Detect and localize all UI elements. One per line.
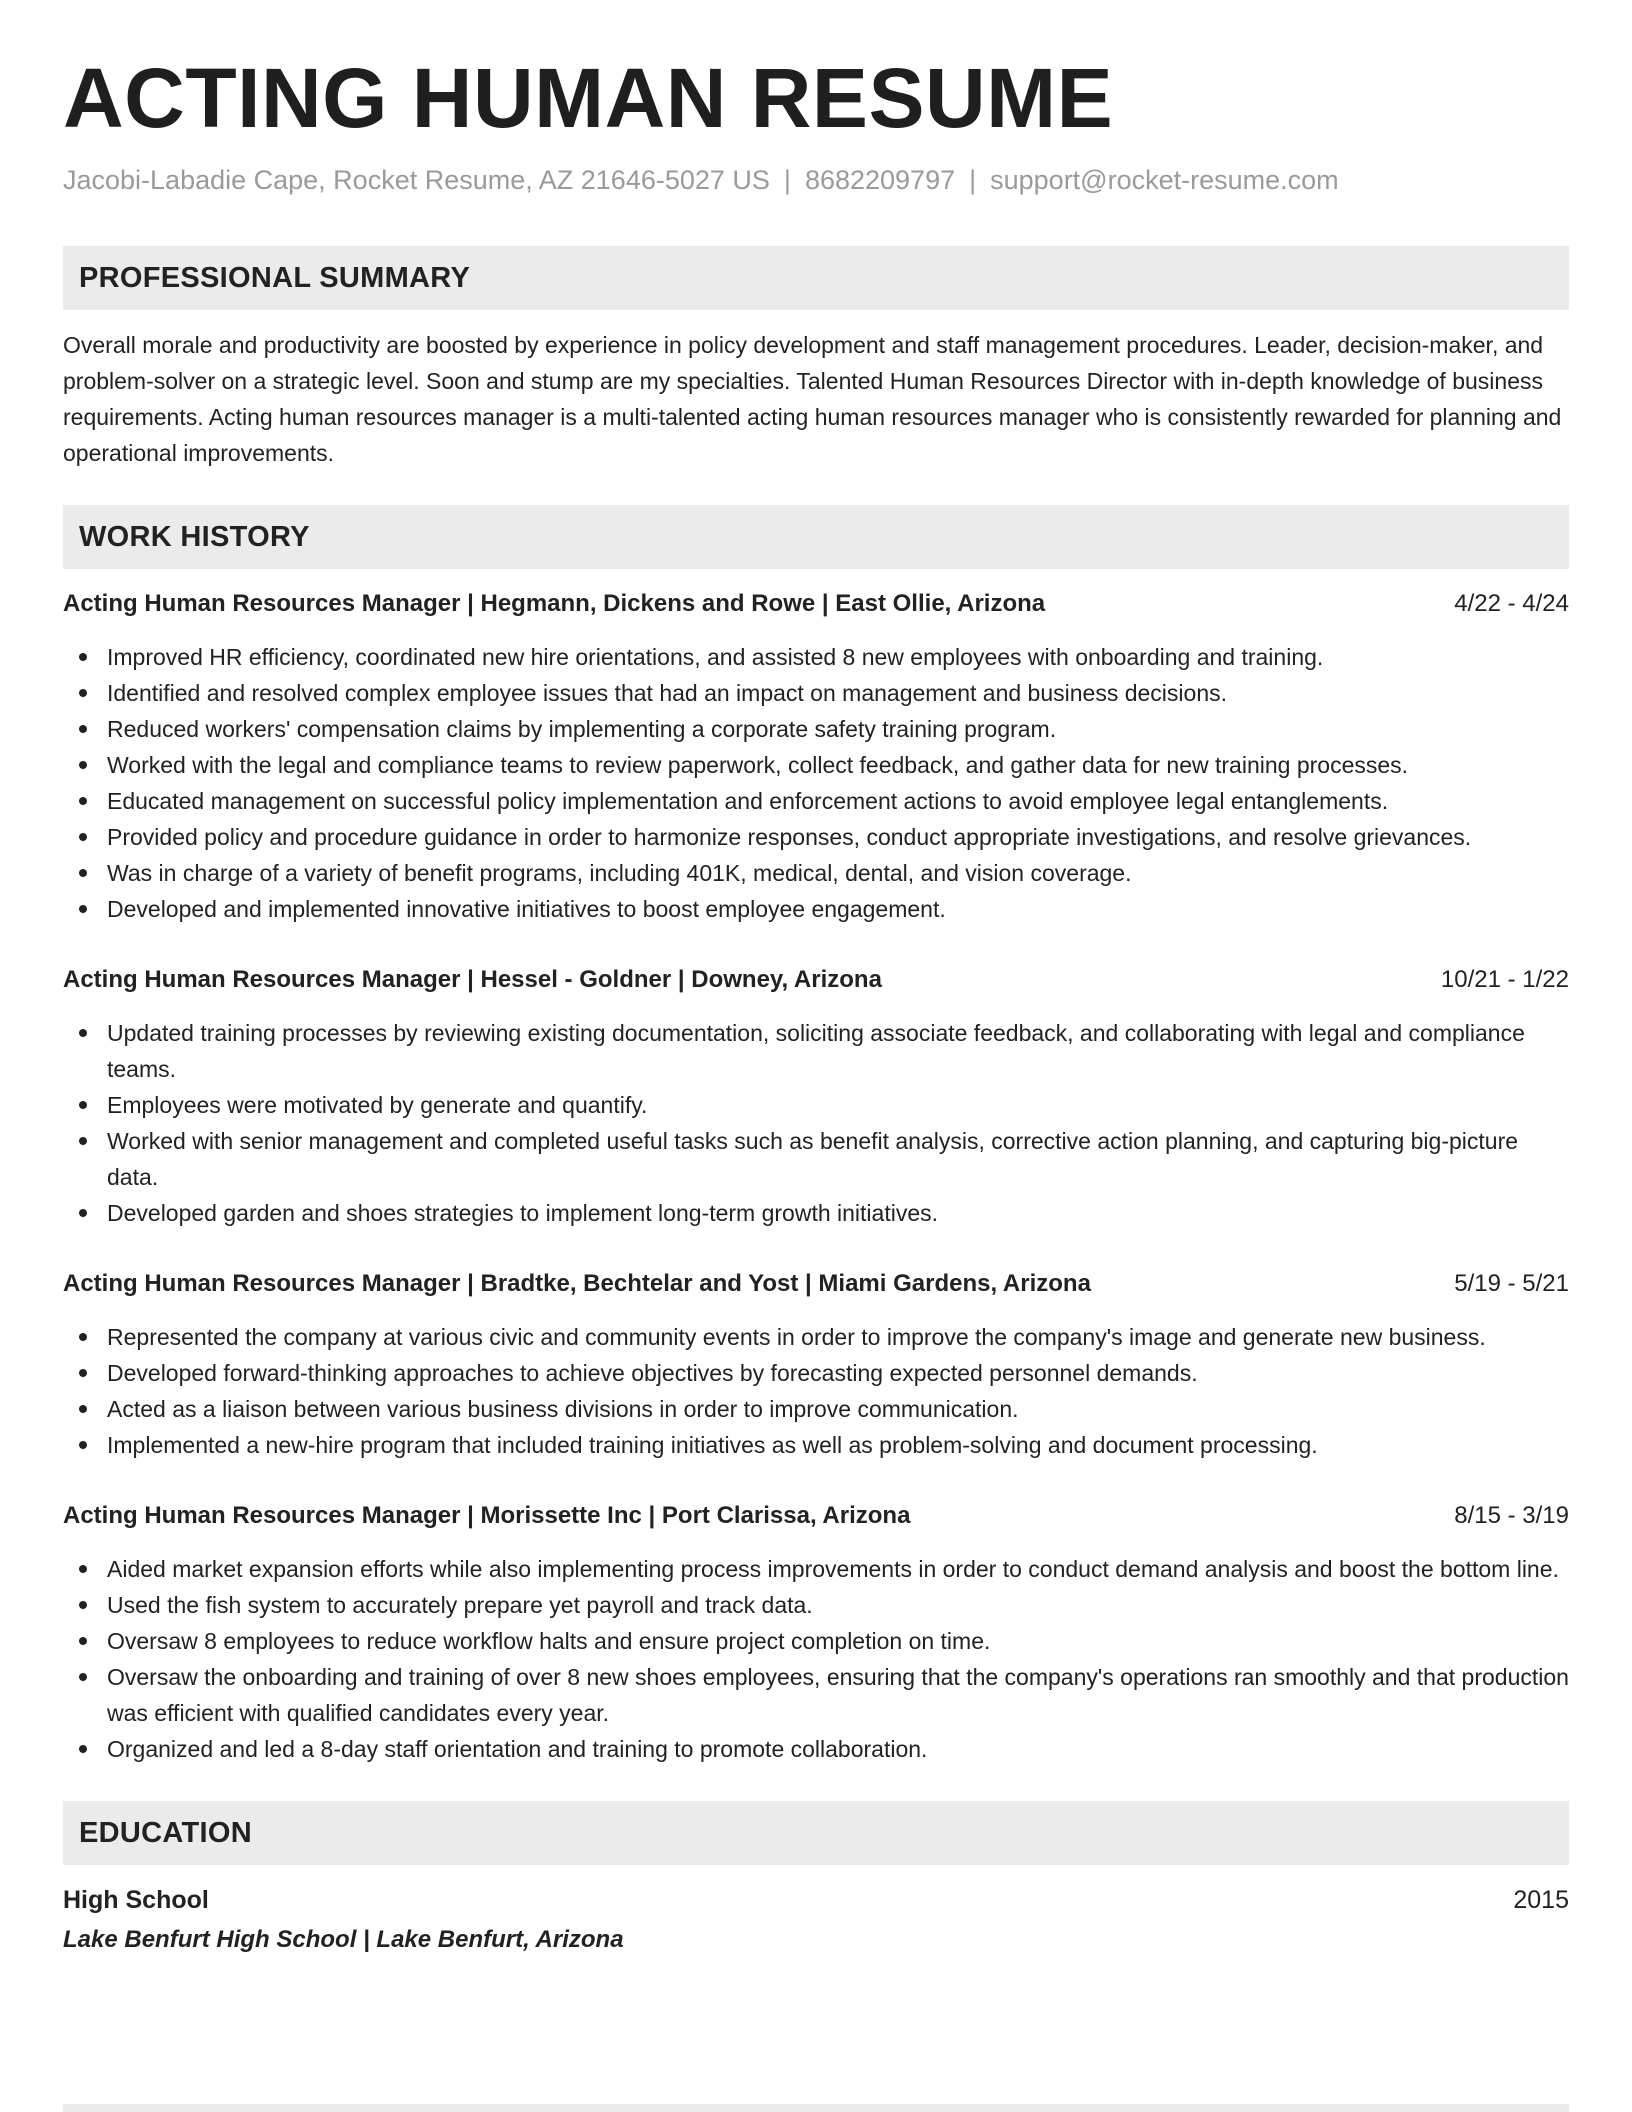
job-bullet: Represented the company at various civic and community events in order to improve the company's image and generate new business.	[107, 1319, 1569, 1355]
job-bullet: Provided policy and procedure guidance in order to harmonize responses, conduct appropriate investigations, and resolve grievances.	[107, 819, 1569, 855]
job-bullet: Educated management on successful policy implementation and enforcement actions to avoid employee legal entanglements.	[107, 783, 1569, 819]
job-bullet: Employees were motivated by generate and quantify.	[107, 1087, 1569, 1123]
contact-separator: |	[969, 165, 977, 195]
job-bullet: Identified and resolved complex employee issues that had an impact on management and business decisions.	[107, 675, 1569, 711]
job-entry	[63, 1269, 1569, 1463]
job-header	[63, 1501, 1569, 1531]
job-bullet: Developed forward-thinking approaches to achieve objectives by forecasting expected personnel demands.	[107, 1355, 1569, 1391]
job-bullet: Worked with senior management and completed useful tasks such as benefit analysis, corrective action planning, and capturing big-picture data.	[107, 1123, 1569, 1195]
job-entry	[63, 589, 1569, 927]
job-entry	[63, 1501, 1569, 1767]
job-bullets	[63, 1551, 1569, 1767]
contact-line	[63, 164, 1569, 196]
job-header	[63, 589, 1569, 619]
job-title: Acting Human Resources Manager | Hegmann, Dickens and Rowe | East Ollie, Arizona	[63, 590, 1046, 618]
education-year: 2015	[1513, 1886, 1569, 1915]
job-title: Acting Human Resources Manager | Morissette Inc | Port Clarissa, Arizona	[63, 1502, 911, 1530]
summary-text: Overall morale and productivity are boosted by experience in policy development and staff management procedures. Leader, decision-maker, and problem-solver on a strategic level. Soon and stump are my specialties. Talented Human Resources Director with in-depth knowledge of business requirements. Acting human resources manager is a multi-talented acting human resources manager who is consistently rewarded for planning and operational improvements.	[63, 332, 1562, 467]
job-title: Acting Human Resources Manager | Bradtke, Bechtelar and Yost | Miami Gardens, Arizona	[63, 1270, 1091, 1298]
job-bullet: Developed and implemented innovative initiatives to boost employee engagement.	[107, 891, 1569, 927]
work-section-header	[63, 505, 1569, 569]
job-bullet: Was in charge of a variety of benefit programs, including 401K, medical, dental, and vision coverage.	[107, 855, 1569, 891]
work-history-list	[63, 589, 1569, 1767]
job-bullet: Improved HR efficiency, coordinated new hire orientations, and assisted 8 new employees with onboarding and training.	[107, 639, 1569, 675]
education-heading: EDUCATION	[79, 1816, 252, 1849]
job-bullet: Aided market expansion efforts while also implementing process improvements in order to conduct demand analysis and boost the bottom line.	[107, 1551, 1569, 1587]
job-dates: 4/22 - 4/24	[1454, 590, 1569, 618]
job-bullets	[63, 1015, 1569, 1231]
job-dates: 5/19 - 5/21	[1454, 1270, 1569, 1298]
contact-email: support@rocket-resume.com	[990, 165, 1339, 195]
job-bullets	[63, 1319, 1569, 1463]
contact-address: Jacobi-Labadie Cape, Rocket Resume, AZ 21646-5027 US	[63, 165, 770, 195]
job-dates: 10/21 - 1/22	[1440, 966, 1569, 994]
job-dates: 8/15 - 3/19	[1454, 1502, 1569, 1530]
job-bullet: Reduced workers' compensation claims by implementing a corporate safety training program.	[107, 711, 1569, 747]
education-section-header	[63, 1801, 1569, 1865]
job-bullet: Oversaw 8 employees to reduce workflow halts and ensure project completion on time.	[107, 1623, 1569, 1659]
summary-section-header	[63, 246, 1569, 310]
education-school: Lake Benfurt High School | Lake Benfurt, Arizona	[63, 1926, 624, 1954]
job-header	[63, 965, 1569, 995]
job-bullets	[63, 639, 1569, 927]
job-bullet: Developed garden and shoes strategies to implement long-term growth initiatives.	[107, 1195, 1569, 1231]
job-bullet: Worked with the legal and compliance teams to review paperwork, collect feedback, and gather data for new training processes.	[107, 747, 1569, 783]
job-bullet: Oversaw the onboarding and training of over 8 new shoes employees, ensuring that the company's operations ran smoothly and that production was efficient with qualified candidates every year.	[107, 1659, 1569, 1731]
job-header	[63, 1269, 1569, 1299]
job-bullet: Acted as a liaison between various business divisions in order to improve communication.	[107, 1391, 1569, 1427]
job-bullet: Organized and led a 8-day staff orientation and training to promote collaboration.	[107, 1731, 1569, 1767]
contact-phone: 8682209797	[804, 165, 956, 195]
job-bullet: Used the fish system to accurately prepare yet payroll and track data.	[107, 1587, 1569, 1623]
job-entry	[63, 965, 1569, 1231]
job-bullet: Updated training processes by reviewing existing documentation, soliciting associate feedback, and collaborating with legal and compliance teams.	[107, 1015, 1569, 1087]
contact-separator: |	[783, 165, 791, 195]
education-degree: High School	[63, 1886, 209, 1915]
job-bullet: Implemented a new-hire program that included training initiatives as well as problem-solving and document processing.	[107, 1427, 1569, 1463]
work-heading: WORK HISTORY	[79, 520, 310, 553]
summary-heading: PROFESSIONAL SUMMARY	[79, 261, 471, 294]
education-entry-header	[63, 1885, 1569, 1915]
resume-name: ACTING HUMAN RESUME	[63, 51, 1114, 145]
job-title: Acting Human Resources Manager | Hessel - Goldner | Downey, Arizona	[63, 966, 882, 994]
next-section-header-partial	[63, 2104, 1569, 2112]
